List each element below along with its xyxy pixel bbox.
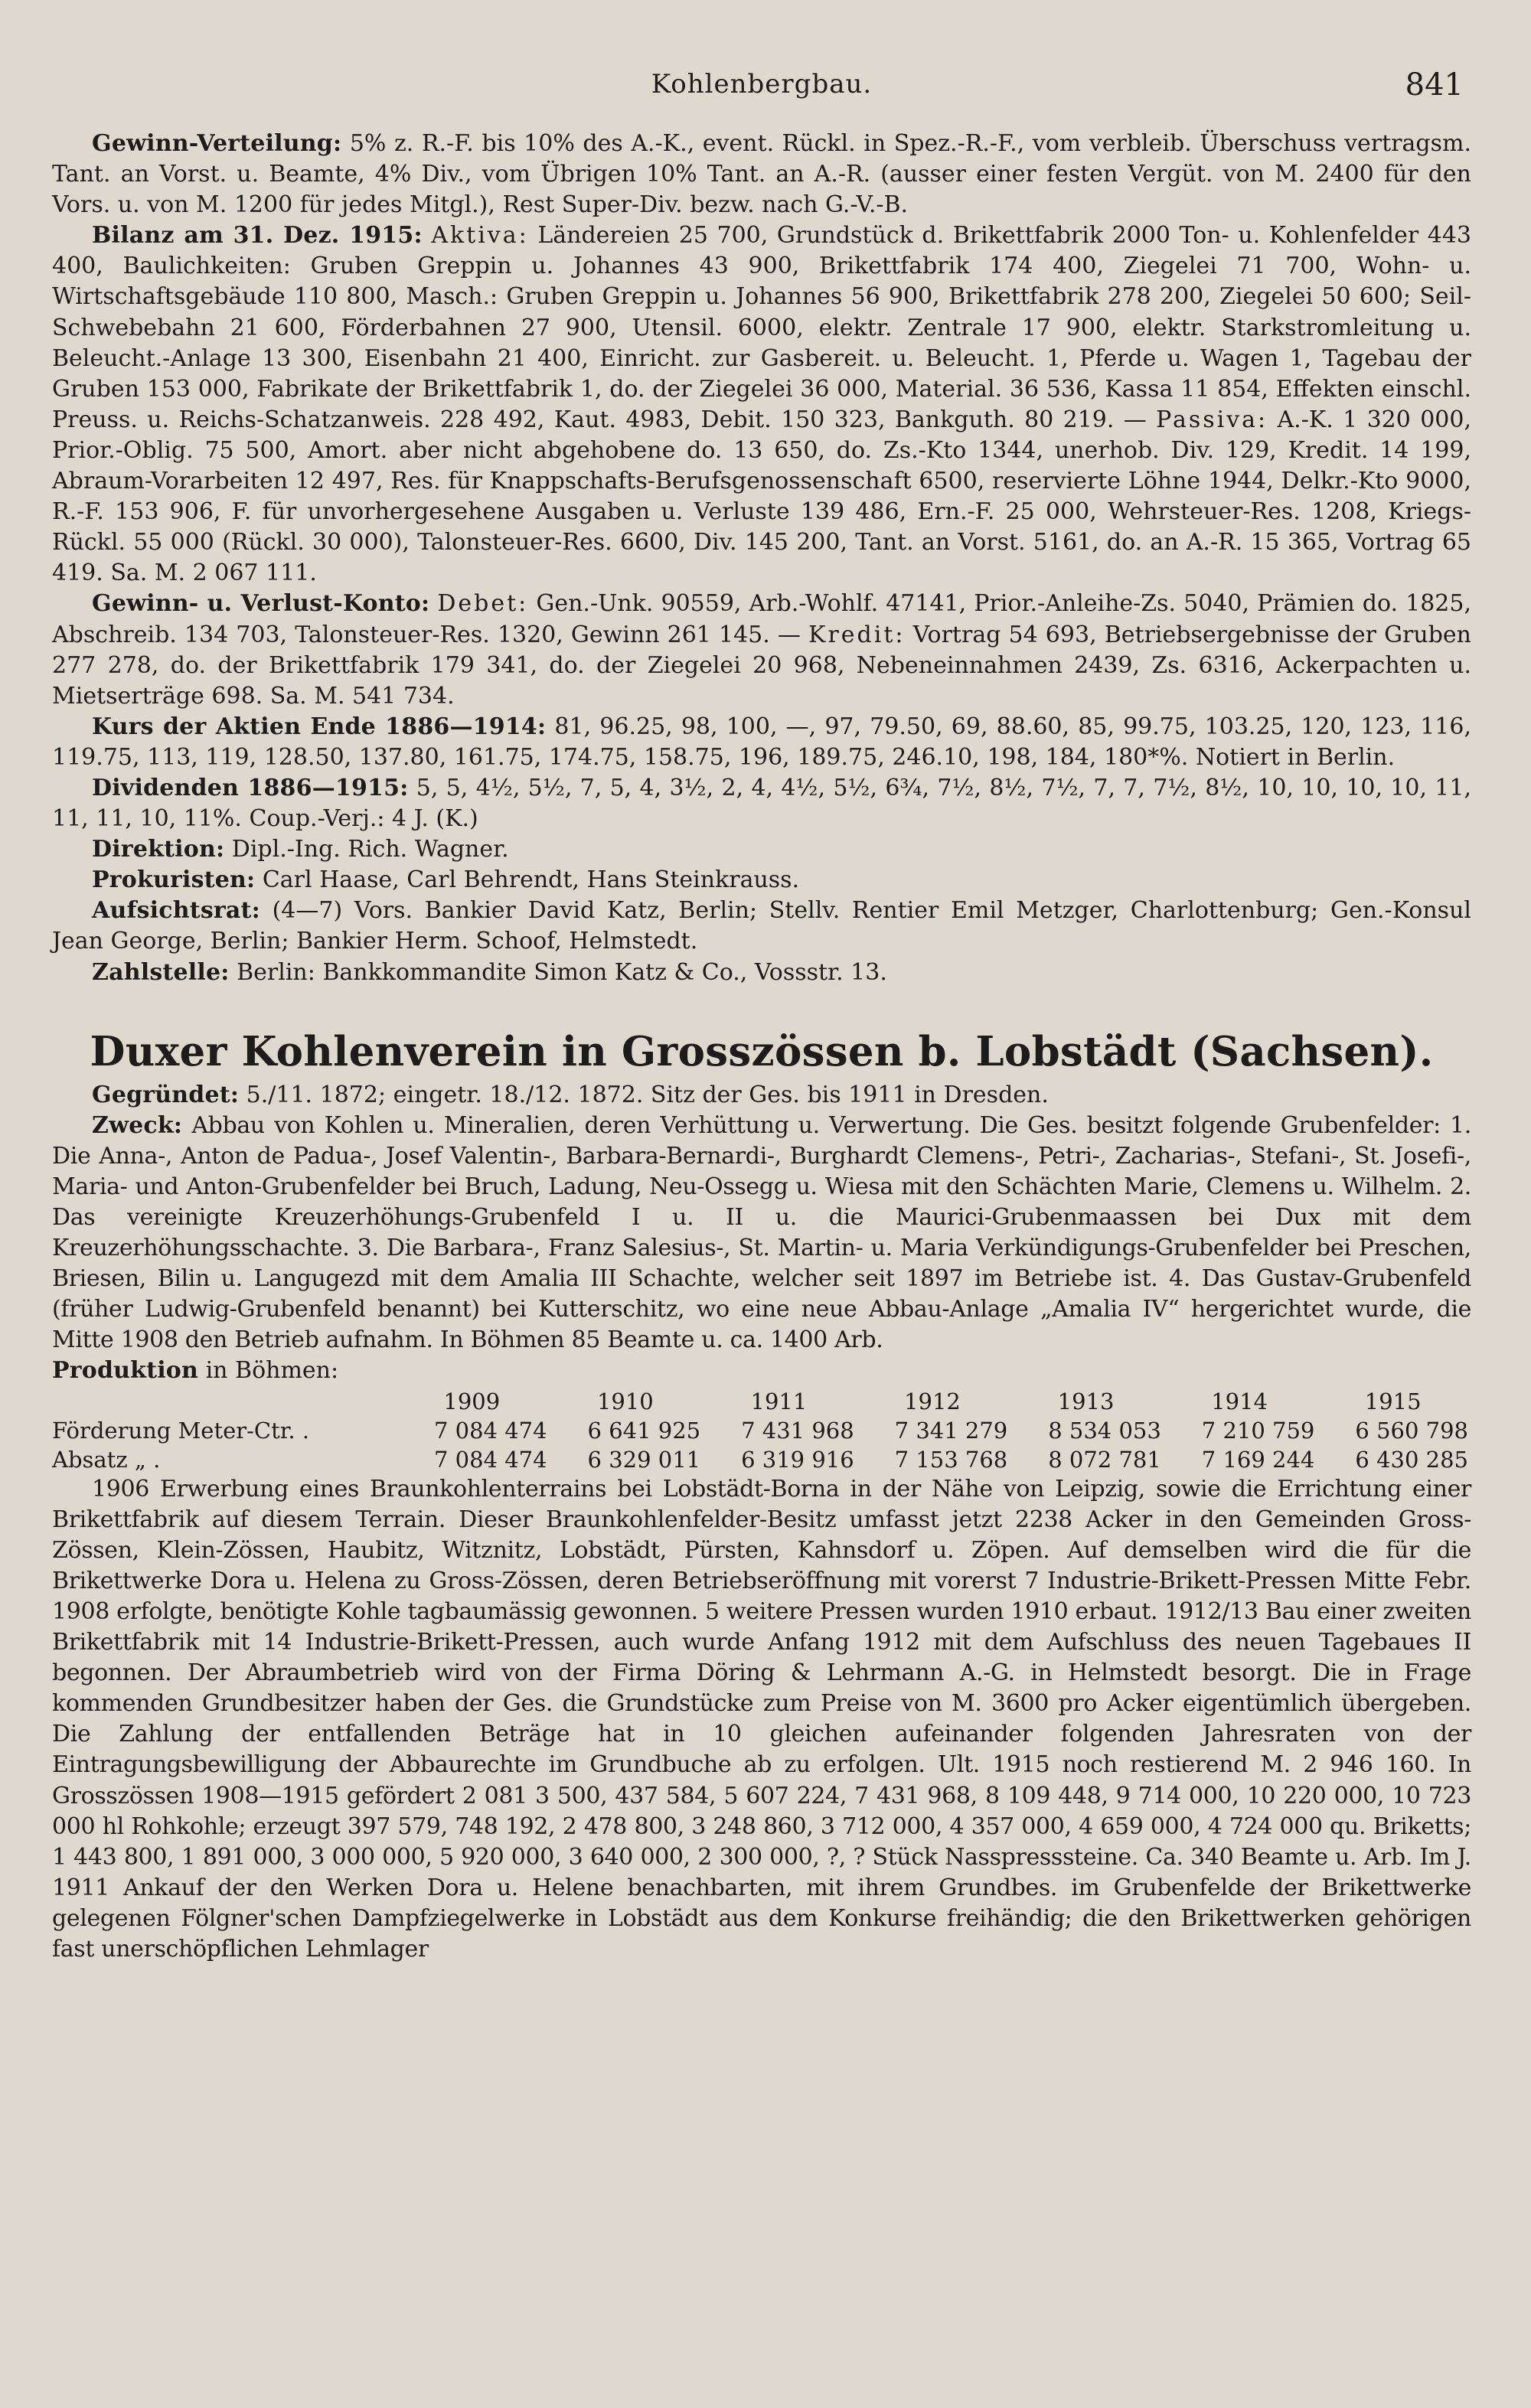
prokuristen-paragraph	[52, 865, 1471, 896]
value-cell: 6 641 925	[587, 1417, 701, 1444]
year-cell: 1915	[1364, 1388, 1422, 1414]
header-title: Kohlenbergbau.	[651, 69, 873, 100]
value-cell: 7 084 474	[433, 1446, 547, 1473]
zweck-text: Abbau von Kohlen u. Mineralien, deren Verhüttung u. Verwertung. Die Ges. besitzt folgende Grubenfelder: 1. Die Anna-, Anton de Padua-, Josef Valentin-, Barbara-Bernardi-, Burghardt Clemens-, Petri-, Zacharias-, Stefani-, St. Josefi-, Maria- und Anton-Grubenfelder bei Bruch, Ladung, Neu-Ossegg u. Wiesa mit den Schächten Marie, Clemens u. Wilhelm. 2. Das vereinigte Kreuzerhöhungs-Grubenfeld I u. II u. die Maurici-Grubenmaassen bei Dux mit dem Kreuzerhöhungsschachte. 3. Die Barbara-, Franz Salesius-, St. Martin- u. Maria Verkündigungs-Grubenfelder bei Preschen, Briesen, Bilin u. Langugezd mit dem Amalia III Schachte, welcher seit 1897 im Betriebe ist. 4. Das Gustav-Grubenfeld (früher Ludwig-Grubenfeld benannt) bei Kutterschitz, wo eine neue Abbau-Anlage „Amalia IV“ hergerichtet wurde, die Mitte 1908 den Betrieb aufnahm. In Böhmen 85 Beamte u. ca. 1400 Arb.	[52, 1111, 1471, 1354]
gegruendet-paragraph	[52, 1080, 1471, 1111]
year-cell: 1912	[904, 1388, 961, 1414]
zweck-paragraph	[52, 1111, 1471, 1356]
kurs-paragraph	[52, 712, 1471, 773]
debet-text: Gen.-Unk. 90559, Arb.-Wohlf. 47141, Prior.-Anleihe-Zs. 5040, Prämien do. 1825, Abschreib. 134 703, Talonsteuer-Res. 1320, Gewinn 261 145. —	[52, 590, 1471, 648]
production-corner-cell	[52, 1387, 397, 1416]
company-entry	[52, 1080, 1471, 1965]
gewinn-verlust-paragraph	[52, 589, 1471, 711]
value-cell: 7 431 968	[741, 1417, 854, 1444]
previous-company-entry	[52, 129, 1471, 988]
history-paragraph: 1906 Erwerbung eines Braunkohlenterrains bei Lobstädt-Borna in der Nähe von Leipzig, sowie die Errichtung einer Brikettfabrik auf diesem Terrain. Dieser Braunkohlenfelder-Besitz umfasst jetzt 2238 Acker in den Gemeinden Gross-Zössen, Klein-Zössen, Haubitz, Witznitz, Lobstädt, Pürsten, Kahnsdorf u. Zöpen. Auf demselben wird die für die Brikettwerke Dora u. Helena zu Gross-Zössen, deren Betriebseröffnung mit vorerst 7 Industrie-Brikett-Pressen Mitte Febr. 1908 erfolgte, benötigte Kohle tagbaumässig gewonnen. 5 weitere Pressen wurden 1910 erbaut. 1912/13 Bau einer zweiten Brikettfabrik mit 14 Industrie-Brikett-Pressen, auch wurde Anfang 1912 mit dem Aufschluss des neuen Tagebaues II begonnen. Der Abraumbetrieb wird von der Firma Döring & Lehrmann A.-G. in Helmstedt besorgt. Die in Frage kommenden Grundbesitzer haben der Ges. die Grundstücke zum Preise von M. 3600 pro Acker eigentümlich übergeben. Die Zahlung der entfallenden Beträge hat in 10 gleichen aufeinander folgenden Jahresraten von der Eintragungsbewilligung der Abbaurechte im Grundbuche ab zu erfolgen. Ult. 1915 noch restierend M. 2 946 160. In Grosszössen 1908—1915 gefördert 2 081 3 500, 437 584, 5 607 224, 7 431 968, 8 109 448, 9 714 000, 10 220 000, 10 723 000 hl Rohkohle; erzeugt 397 579, 748 192, 2 478 800, 3 248 860, 3 712 000, 4 357 000, 4 659 000, 4 724 000 qu. Briketts; 1 443 800, 1 891 000, 3 000 000, 5 920 000, 3 640 000, 2 300 000, ?, ? Stück Nasspresssteine. Ca. 340 Beamte u. Arb. Im J. 1911 Ankauf der den Werken Dora u. Helene benachbarten, mit ihrem Grundbes. im Grubenfelde der Brikettwerke gelegenen Fölgner'schen Dampfziegelwerke in Lobstädt aus dem Konkurse freihändig; die den Brikettwerken gehörigen fast unerschöpflichen Lehmlager	[52, 1475, 1471, 1963]
row-label: Absatz „ .	[52, 1446, 161, 1473]
passiva-label: Passiva:	[1156, 406, 1268, 433]
year-cell: 1913	[1057, 1388, 1115, 1414]
value-cell: 6 329 011	[587, 1446, 701, 1473]
kredit-text: Vortrag 54 693, Betriebsergebnisse der Gruben 277 278, do. der Brikettfabrik 179 341, do. der Ziegelei 20 968, Nebeneinnahmen 2439, Zs. 6316, Ackerpachten u. Mietserträge 698. Sa. M. 541 734.	[52, 621, 1471, 710]
year-cell: 1911	[750, 1388, 808, 1414]
bilanz-label: Bilanz am 31. Dez. 1915:	[92, 222, 423, 250]
direktion-paragraph	[52, 834, 1471, 865]
production-years-row	[52, 1387, 1471, 1416]
value-cell: 7 153 768	[894, 1446, 1008, 1473]
value-cell: 7 084 474	[433, 1417, 547, 1444]
prokuristen-text: Carl Haase, Carl Behrendt, Hans Steinkrauss.	[255, 866, 800, 894]
production-row-absatz	[52, 1445, 1471, 1474]
value-cell: 6 430 285	[1355, 1446, 1468, 1473]
page-content	[52, 129, 1471, 1965]
gegruendet-label: Gegründet:	[92, 1081, 240, 1108]
dividenden-paragraph	[52, 773, 1471, 834]
aufsichtsrat-text: (4—7) Vors. Bankier David Katz, Berlin; Stellv. Rentier Emil Metzger, Charlottenburg; Gen.-Konsul Jean George, Berlin; Bankier Herm. Schoof, Helmstedt.	[52, 897, 1471, 955]
produktion-heading	[52, 1356, 1471, 1386]
bilanz-paragraph	[52, 220, 1471, 589]
year-cell: 1914	[1211, 1388, 1268, 1414]
gewinn-verteilung-text: 5% z. R.-F. bis 10% des A.-K., event. Rückl. in Spez.-R.-F., vom verbleib. Überschuss vertragsm. Tant. an Vorst. u. Beamte, 4% Div., vom Übrigen 10% Tant. an A.-R. (ausser einer festen Vergüt. von M. 2400 für den Vors. u. von M. 1200 für jedes Mitgl.), Rest Super-Div. bezw. nach G.-V.-B.	[52, 130, 1471, 219]
aktiva-text: Ländereien 25 700, Grundstück d. Brikettfabrik 2000 Ton- u. Kohlenfelder 443 400, Baulichkeiten: Gruben Greppin u. Johannes 43 900, Brikettfabrik 174 400, Ziegelei 71 700, Wohn- u. Wirtschaftsgebäude 110 800, Masch.: Gruben Greppin u. Johannes 56 900, Brikettfabrik 278 200, Ziegelei 50 600; Seil-Schwebebahn 21 600, Förderbahnen 27 900, Utensil. 6000, elektr. Zentrale 17 900, elektr. Starkstromleitung u. Beleucht.-Anlage 13 300, Eisenbahn 21 400, Einricht. zur Gasbereit. u. Beleucht. 1, Pferde u. Wagen 1, Tagebau der Gruben 153 000, Fabrikate der Brikettfabrik 1, do. der Ziegelei 36 000, Material. 36 536, Kassa 11 854, Effekten einschl. Preuss. u. Reichs-Schatzanweis. 228 492, Kaut. 4983, Debit. 150 323, Bankguth. 80 219. —	[52, 222, 1471, 433]
debet-label: Debet:	[437, 590, 529, 618]
aktiva-label: Aktiva:	[431, 222, 529, 250]
direktion-label: Direktion:	[92, 836, 225, 863]
gewinn-verlust-label: Gewinn- u. Verlust-Konto:	[92, 590, 430, 618]
kredit-label: Kredit:	[808, 621, 906, 648]
production-table	[52, 1387, 1471, 1474]
gewinn-verteilung-label: Gewinn-Verteilung:	[92, 130, 342, 157]
company-title: Duxer Kohlenverein in Grosszössen b. Lobstädt (Sachsen).	[90, 1027, 1434, 1075]
production-row-foerderung	[52, 1416, 1471, 1445]
value-cell: 6 560 798	[1355, 1417, 1468, 1444]
running-head	[52, 69, 1471, 104]
kurs-label: Kurs der Aktien Ende 1886—1914:	[92, 713, 547, 740]
kurs-text: 81, 96.25, 98, 100, —, 97, 79.50, 69, 88.60, 85, 99.75, 103.25, 120, 123, 116, 119.75, 113, 119, 128.50, 137.80, 161.75, 174.75, 158.75, 196, 189.75, 246.10, 198, 184, 180*%. Notiert in Berlin.	[52, 713, 1471, 771]
value-cell: 6 319 916	[741, 1446, 854, 1473]
produktion-intro: in Böhmen:	[198, 1357, 339, 1385]
zahlstelle-paragraph	[52, 958, 1471, 988]
gegruendet-text: 5./11. 1872; eingetr. 18./12. 1872. Sitz der Ges. bis 1911 in Dresden.	[239, 1081, 1049, 1108]
row-label: Förderung Meter-Ctr. .	[52, 1417, 310, 1444]
dividenden-text: 5, 5, 4½, 5½, 7, 5, 4, 3½, 2, 4, 4½, 5½, 6¾, 7½, 8½, 7½, 7, 7, 7½, 8½, 10, 10, 10, 10, 11, 11, 11, 10, 11%. Coup.-Verj.: 4 J. (K.)	[52, 774, 1472, 833]
prokuristen-label: Prokuristen:	[92, 866, 256, 894]
year-cell: 1910	[596, 1388, 654, 1414]
aufsichtsrat-label: Aufsichtsrat:	[92, 897, 260, 925]
value-cell: 7 210 759	[1201, 1417, 1315, 1444]
zweck-label: Zweck:	[92, 1111, 183, 1139]
year-cell: 1909	[443, 1388, 501, 1414]
aufsichtsrat-paragraph	[52, 896, 1471, 957]
zahlstelle-label: Zahlstelle:	[92, 958, 230, 986]
page-number: 841	[1405, 67, 1464, 103]
produktion-label: Produktion	[52, 1357, 199, 1385]
value-cell: 8 534 053	[1048, 1417, 1161, 1444]
zahlstelle-text: Berlin: Bankkommandite Simon Katz & Co., Vossstr. 13.	[229, 958, 887, 986]
value-cell: 8 072 781	[1048, 1446, 1161, 1473]
value-cell: 7 169 244	[1201, 1446, 1315, 1473]
dividenden-label: Dividenden 1886—1915:	[92, 774, 409, 801]
value-cell: 7 341 279	[894, 1417, 1008, 1444]
gewinn-verteilung-paragraph	[52, 129, 1471, 220]
passiva-text: A.-K. 1 320 000, Prior.-Oblig. 75 500, Amort. aber nicht abgehobene do. 13 650, do. Zs.-Kto 1344, unerhob. Div. 129, Kredit. 14 199, Abraum-Vorarbeiten 12 497, Res. für Knappschafts-Berufsgenossenschaft 6500, reservierte Löhne 1944, Delkr.-Kto 9000, R.-F. 153 906, F. für unvorhergesehene Ausgaben u. Verluste 139 486, Ern.-F. 25 000, Wehrsteuer-Res. 1208, Kriegs-Rückl. 55 000 (Rückl. 30 000), Talonsteuer-Res. 6600, Div. 145 200, Tant. an Vorst. 5161, do. an A.-R. 15 365, Vortrag 65 419. Sa. M. 2 067 111.	[52, 406, 1471, 587]
direktion-text: Dipl.-Ing. Rich. Wagner.	[224, 836, 509, 863]
